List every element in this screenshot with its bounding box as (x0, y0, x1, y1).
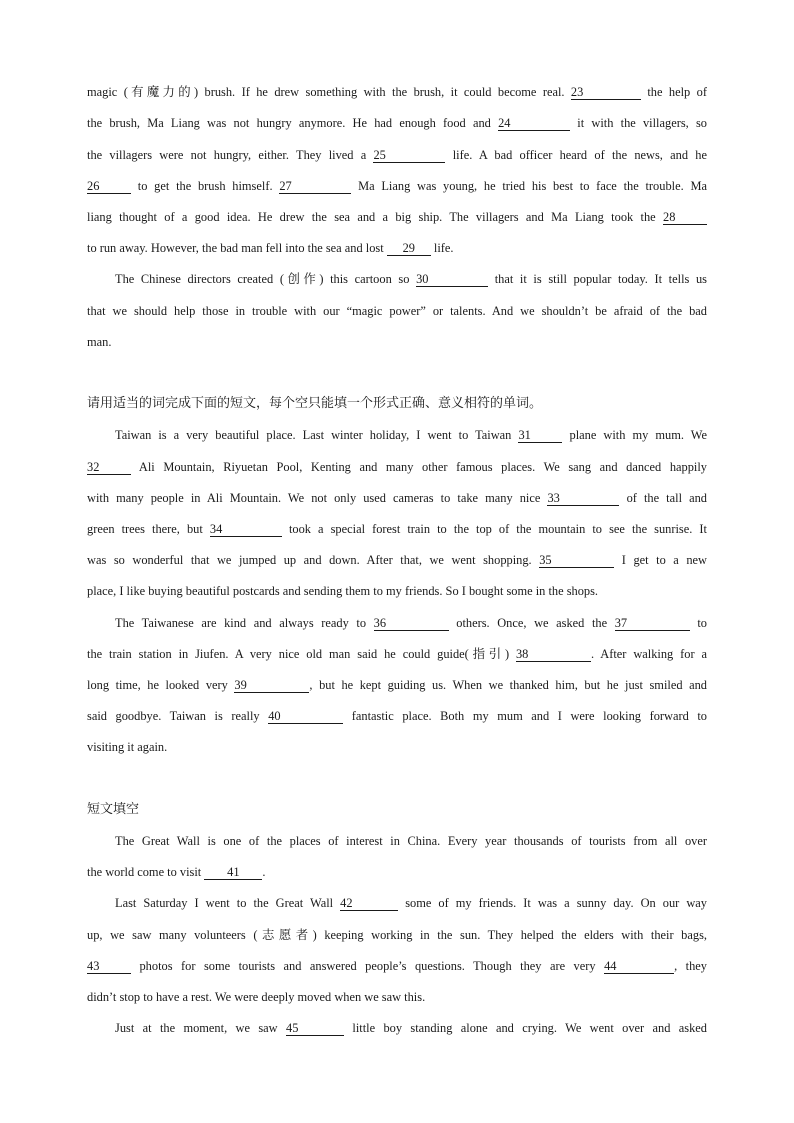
text-line: Last Saturday I went to the Great Wall 42 some of my friends. It was a sunny day. On our way (115, 896, 707, 910)
text-line: The Chinese directors created (创作) this cartoon so 30 that it is still popular today. It tells us (115, 272, 707, 286)
text-line: said goodbye. Taiwan is really 40 fantastic place. Both my mum and I were looking forward to (87, 709, 708, 723)
text-line: man. (87, 335, 112, 349)
answer-blank[interactable]: 44 (604, 960, 674, 974)
text-line: visiting it again. (87, 740, 168, 754)
answer-blank[interactable]: 27 (279, 180, 351, 194)
answer-blank[interactable]: 34 (210, 523, 282, 537)
section-heading: 短文填空 (87, 802, 140, 817)
answer-blank[interactable]: 28 (663, 211, 707, 225)
text-line: Taiwan is a very beautiful place. Last winter holiday, I went to Taiwan 31 plane with my mum. We (115, 428, 707, 442)
answer-blank[interactable]: 42 (340, 897, 398, 911)
answer-blank[interactable]: 38 (516, 648, 591, 662)
text-line: The Taiwanese are kind and always ready to 36 others. Once, we asked the 37 to (115, 616, 707, 630)
text-line: The Great Wall is one of the places of interest in China. Every year thousands of tourists from all over (115, 834, 707, 848)
answer-blank[interactable]: 37 (615, 617, 690, 631)
answer-blank[interactable]: 24 (498, 117, 570, 131)
text-line: 32 Ali Mountain, Riyuetan Pool, Kenting and many other famous places. We sang and danced happily (87, 460, 707, 474)
text-line: the villagers were not hungry, either. They lived a 25 life. A bad officer heard of the news, and he (87, 148, 707, 162)
answer-blank[interactable]: 39 (234, 679, 309, 693)
answer-blank[interactable]: 32 (87, 461, 131, 475)
answer-blank[interactable]: 35 (539, 554, 614, 568)
answer-blank[interactable]: 26 (87, 180, 131, 194)
answer-blank[interactable]: 25 (373, 149, 445, 163)
answer-blank[interactable]: 40 (268, 710, 343, 724)
text-line: place, I like buying beautiful postcards and sending them to my friends. So I bought some in the shops. (87, 584, 599, 598)
text-line: didn’t stop to have a rest. We were deeply moved when we saw this. (87, 990, 426, 1004)
section-heading: 请用适当的词完成下面的短文，每个空只能填一个形式正确、意义相符的单词。 (87, 396, 543, 411)
text-line: long time, he looked very 39 , but he kept guiding us. When we thanked him, but he just smiled and (87, 678, 707, 692)
text-line: the world come to visit 41 . (87, 865, 266, 879)
text-line: to run away. However, the bad man fell into the sea and lost 29 life. (87, 241, 454, 255)
text-line: magic (有魔力的) brush. If he drew something with the brush, it could become real. 23 the help of (87, 85, 707, 99)
text-line: that we should help those in trouble with our “magic power” or talents. And we shouldn’t be afraid of the bad (87, 304, 707, 318)
text-line: 26 to get the brush himself. 27 Ma Liang was young, he tried his best to face the trouble. Ma (87, 179, 707, 193)
answer-blank[interactable]: 33 (547, 492, 619, 506)
text-line: green trees there, but 34 took a special forest train to the top of the mountain to see the sunrise. It (87, 522, 707, 536)
text-line: Just at the moment, we saw 45 little boy standing alone and crying. We went over and asked (115, 1021, 707, 1035)
text-line: the brush, Ma Liang was not hungry anymore. He had enough food and 24 it with the villagers, so (87, 116, 707, 130)
text-line: up, we saw many volunteers (志愿者) keeping working in the sun. They helped the elders with their bags, (87, 928, 707, 942)
answer-blank[interactable]: 31 (518, 429, 562, 443)
text-line: the train station in Jiufen. A very nice old man said he could guide(指引) 38 . After walking for a (87, 647, 707, 661)
text-line: liang thought of a good idea. He drew the sea and a big ship. The villagers and Ma Liang took the 28 (87, 209, 707, 225)
text-line: was so wonderful that we jumped up and down. After that, we went shopping. 35 I get to a new (87, 553, 707, 567)
answer-blank[interactable]: 43 (87, 960, 131, 974)
text-line: 43 photos for some tourists and answered people’s questions. Though they are very 44 , they (87, 959, 707, 973)
answer-blank[interactable]: 41 (204, 866, 262, 880)
answer-blank[interactable]: 30 (416, 273, 488, 287)
answer-blank[interactable]: 29 (387, 242, 431, 256)
answer-blank[interactable]: 36 (374, 617, 449, 631)
text-line: with many people in Ali Mountain. We not only used cameras to take many nice 33 of the tall and (87, 491, 707, 505)
answer-blank[interactable]: 23 (571, 86, 641, 100)
answer-blank[interactable]: 45 (286, 1022, 344, 1036)
